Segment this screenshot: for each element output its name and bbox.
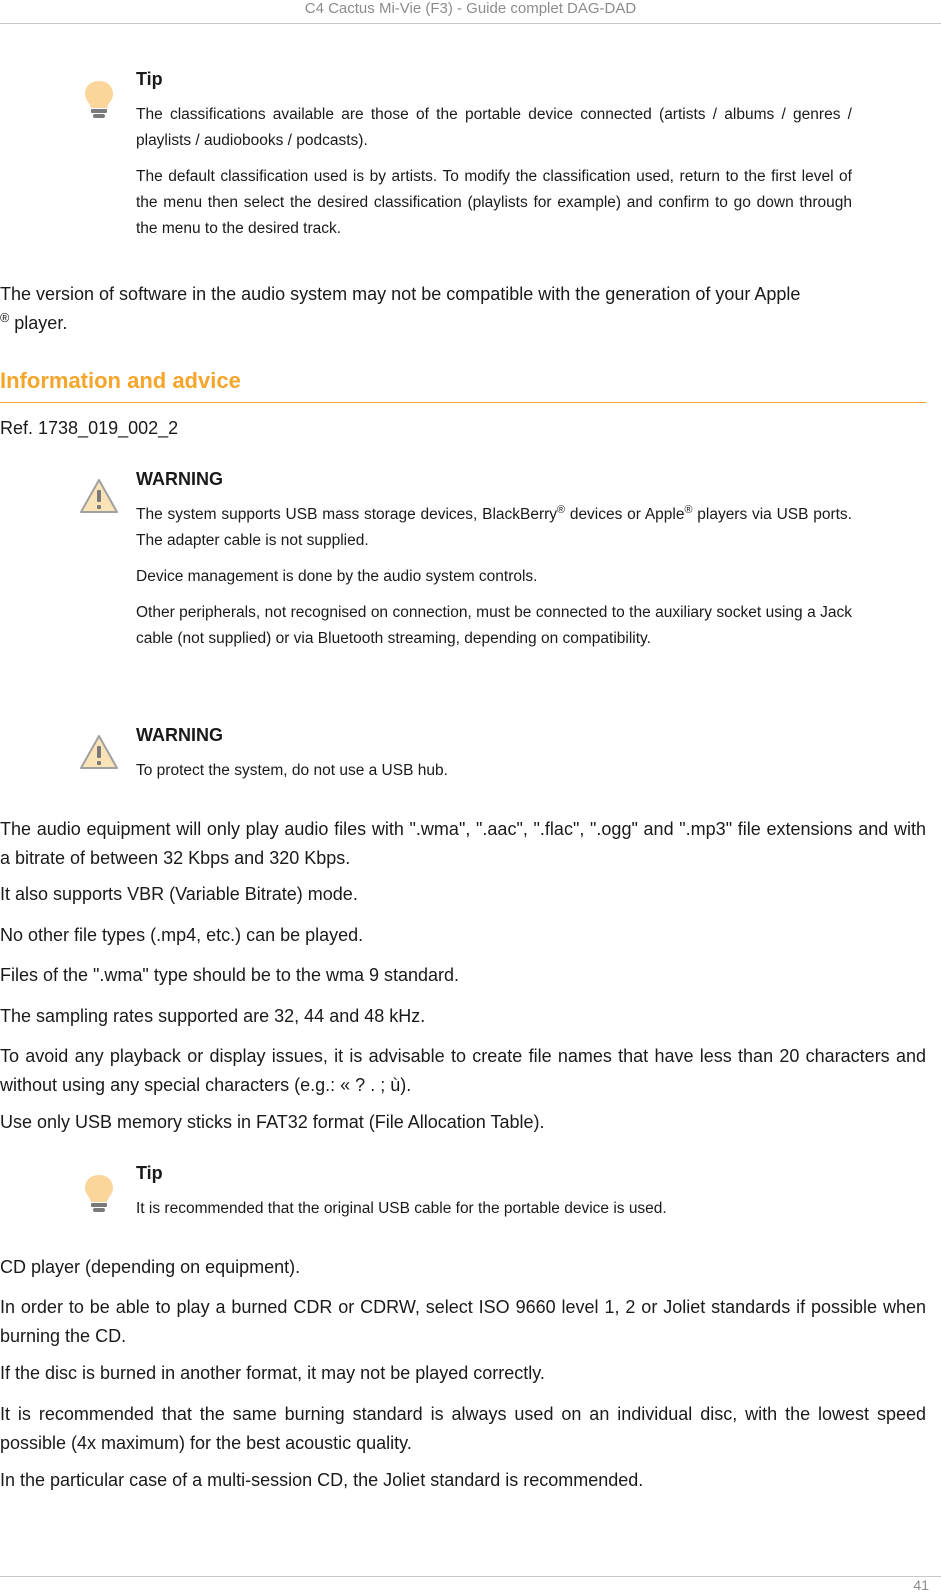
body-paragraph: If the disc is burned in another format, it may not be played correctly. [0, 1363, 545, 1383]
body-paragraph: It is recommended that the same burning standard is always used on an individual disc, with the lowest speed possible (4x maximum) for the best acoustic quality. [0, 1404, 926, 1453]
warning-icon [78, 732, 120, 774]
body-paragraph: The audio equipment will only play audio files with ".wma", ".aac", ".flac", ".ogg" and ".mp3" file extensions and with a bitrate of between 32 Kbps and 320 Kbps. [0, 819, 926, 868]
body-paragraph: In the particular case of a multi-session CD, the Joliet standard is recommended. [0, 1470, 644, 1490]
body-paragraph: Files of the ".wma" type should be to the wma 9 standard. [0, 965, 460, 985]
warning-paragraph: Device management is done by the audio system controls. [136, 568, 538, 585]
warning-paragraph: To protect the system, do not use a USB hub. [136, 762, 448, 779]
body-paragraph: No other file types (.mp4, etc.) can be played. [0, 925, 364, 945]
tip-title: Tip [136, 69, 163, 89]
tip-paragraph: The default classification used is by artists. To modify the classification used, return to the first level of the menu then select the desired classification (playlists for example) and confirm to go down through the menu to the desired track. [136, 168, 852, 237]
tip-paragraph: The classifications available are those of the portable device connected (artists / albums / genres / playlists / audiobooks / podcasts). [136, 106, 852, 149]
intro-paragraph: The version of software in the audio system may not be compatible with the generation of your Apple ® player. [0, 284, 801, 333]
tip-title: Tip [136, 1163, 163, 1183]
warning-paragraph: The system supports USB mass storage devices, BlackBerry® devices or Apple® players via USB ports. The adapter cable is not supplied. [136, 503, 852, 549]
section-heading: Information and advice [0, 366, 926, 403]
page-number: 41 [913, 1577, 929, 1593]
body-paragraph: To avoid any playback or display issues, it is advisable to create file names that have less than 20 characters and without using any special characters (e.g.: « ? . ; ù). [0, 1046, 926, 1095]
body-paragraph: The sampling rates supported are 32, 44 and 48 kHz. [0, 1006, 426, 1026]
page-footer-rule [0, 1576, 941, 1577]
body-paragraph: In order to be able to play a burned CDR or CDRW, select ISO 9660 level 1, 2 or Joliet standards if possible when burning the CD. [0, 1297, 926, 1346]
document-title: C4 Cactus Mi-Vie (F3) - Guide complet DAG-DAD [304, 0, 637, 17]
registered-mark: ® [0, 311, 10, 325]
body-paragraph: CD player (depending on equipment). [0, 1257, 301, 1277]
reference-code: Ref. 1738_019_002_2 [0, 418, 179, 438]
body-paragraph: It also supports VBR (Variable Bitrate) mode. [0, 884, 358, 904]
lightbulb-icon [78, 1172, 120, 1214]
lightbulb-icon [78, 78, 120, 120]
page-header [0, 0, 941, 24]
body-paragraph: Use only USB memory sticks in FAT32 format (File Allocation Table). [0, 1112, 545, 1132]
warning-paragraph: Other peripherals, not recognised on connection, must be connected to the auxiliary socket using a Jack cable (not supplied) or via Bluetooth streaming, depending on compatibility. [136, 604, 852, 647]
tip-paragraph: It is recommended that the original USB cable for the portable device is used. [136, 1200, 667, 1217]
warning-icon [78, 476, 120, 518]
warning-title: WARNING [136, 725, 223, 745]
warning-title: WARNING [136, 469, 223, 489]
